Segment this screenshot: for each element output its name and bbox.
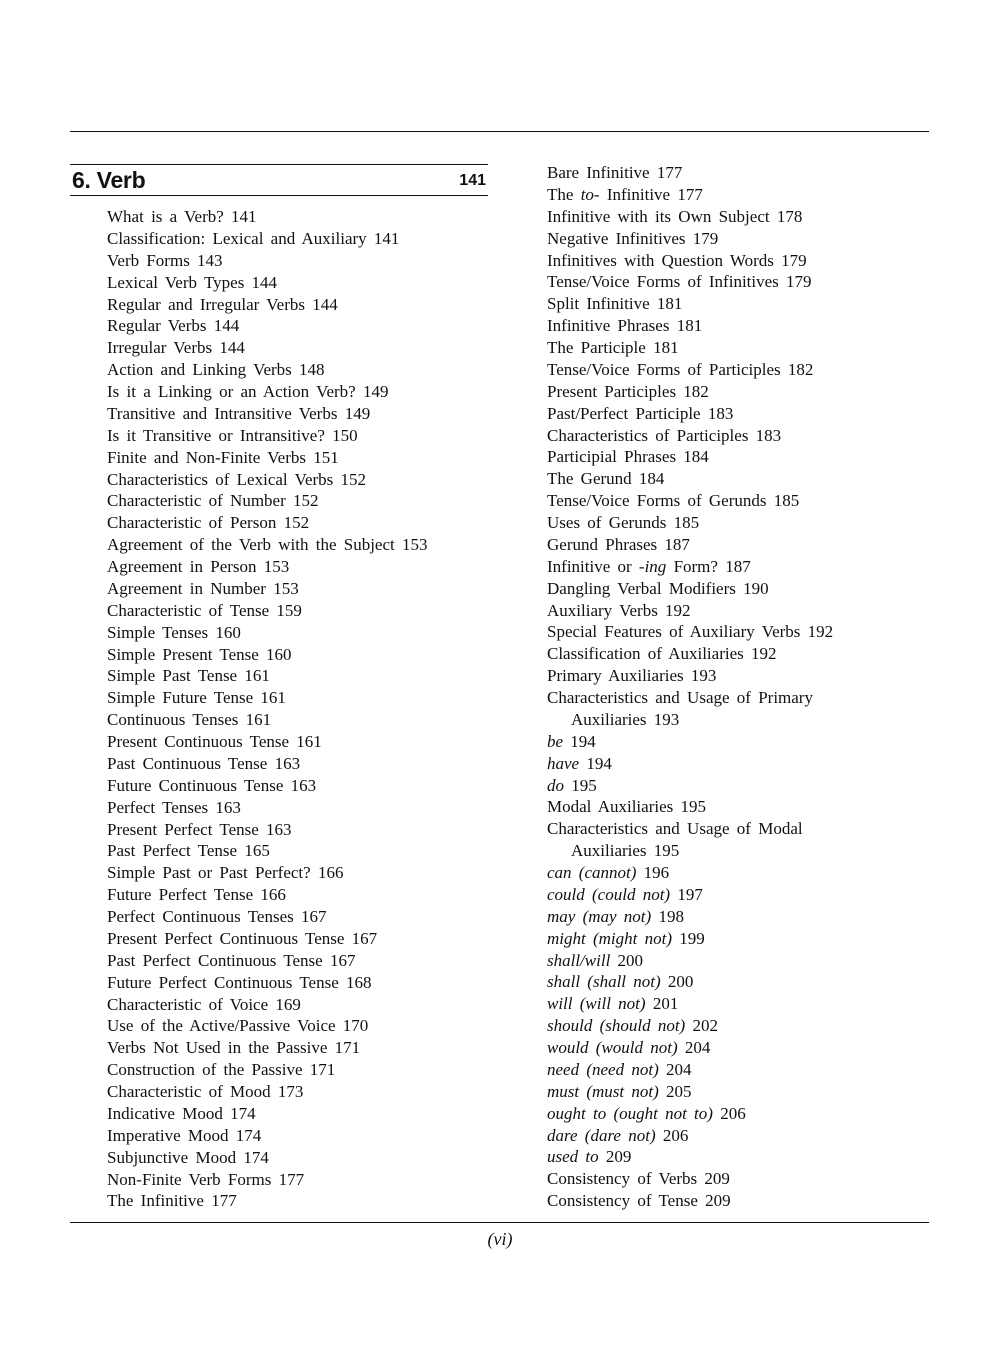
toc-entry <box>547 425 927 447</box>
toc-entry-text: Simple Past or Past Perfect? 166 <box>107 863 344 883</box>
toc-entry <box>107 1103 502 1125</box>
toc-entry-text: Infinitive Phrases 181 <box>547 316 703 336</box>
toc-entry-text: The Infinitive 177 <box>107 1191 237 1211</box>
toc-entry-text: Regular Verbs 144 <box>107 316 240 336</box>
toc-entry-text: Present Perfect Tense 163 <box>107 819 292 839</box>
toc-entry-text: Negative Infinitives 179 <box>547 228 719 248</box>
toc-entry-text: 196 <box>636 863 670 882</box>
toc-entry <box>547 337 927 359</box>
toc-entry-text: Agreement of the Verb with the Subject 153 <box>107 535 428 555</box>
toc-entry <box>107 272 502 294</box>
toc-entry-text: Classification: Lexical and Auxiliary 141 <box>107 228 400 248</box>
toc-entry-italic-text: need (need not) <box>547 1059 659 1079</box>
toc-entry <box>547 228 927 250</box>
toc-entry <box>547 1037 927 1059</box>
toc-entry <box>107 403 502 425</box>
toc-entry-text: Continuous Tenses 161 <box>107 710 272 730</box>
toc-entry-text: 206 <box>655 1125 689 1145</box>
toc-right-column <box>547 162 927 1212</box>
toc-entry <box>107 1059 502 1081</box>
toc-entry <box>547 578 927 600</box>
toc-entry-italic-text: do <box>547 775 564 795</box>
toc-entry-italic-text: can (cannot) <box>547 863 637 882</box>
toc-entry <box>107 359 502 381</box>
toc-entry <box>107 950 502 972</box>
toc-entry-text: Present Participles 182 <box>547 381 709 401</box>
toc-entry <box>547 643 927 665</box>
toc-entry-text: The <box>547 184 581 204</box>
toc-entry-italic-text: dare (dare not) <box>547 1125 656 1145</box>
toc-entry-text: 201 <box>645 994 679 1014</box>
toc-left-column <box>107 206 502 1212</box>
toc-entry <box>107 1147 502 1169</box>
toc-entry-text: Is it Transitive or Intransitive? 150 <box>107 425 358 445</box>
toc-entry-text: Subjunctive Mood 174 <box>107 1147 269 1167</box>
toc-entry-text: Gerund Phrases 187 <box>547 534 690 554</box>
toc-entry <box>547 993 927 1015</box>
toc-entry-text: Auxiliaries 193 <box>571 709 680 729</box>
toc-entry <box>107 1015 502 1037</box>
toc-entry-italic-text: might (might not) <box>547 928 672 948</box>
toc-entry <box>547 862 927 884</box>
toc-entry-text: 204 <box>677 1038 711 1057</box>
toc-entry-text: What is a Verb? 141 <box>107 207 257 226</box>
toc-entry <box>547 556 927 578</box>
toc-entry-text: Verbs Not Used in the Passive 171 <box>107 1038 361 1058</box>
toc-entry-italic-text: could (could not) <box>547 884 671 904</box>
toc-entry-text: Perfect Continuous Tenses 167 <box>107 907 327 926</box>
toc-entry <box>107 534 502 556</box>
toc-entry <box>107 797 502 819</box>
toc-entry <box>547 818 927 840</box>
toc-entry <box>547 1081 927 1103</box>
toc-entry-italic-text: shall/will <box>547 950 611 970</box>
toc-entry <box>107 687 502 709</box>
toc-entry-text: 194 <box>579 753 612 773</box>
toc-entry-italic-text: will (will not) <box>547 994 646 1014</box>
toc-entry <box>107 972 502 994</box>
toc-entry-text: Split Infinitive 181 <box>547 294 683 314</box>
toc-entry-text: Primary Auxiliaries 193 <box>547 666 717 686</box>
toc-entry-text: Agreement in Person 153 <box>107 557 290 576</box>
toc-entry <box>547 1103 927 1125</box>
toc-entry <box>107 556 502 578</box>
toc-entry-text: 199 <box>672 928 705 948</box>
toc-entry <box>547 1190 927 1212</box>
toc-entry-text: Characteristics of Participles 183 <box>547 425 782 445</box>
toc-entry <box>547 468 927 490</box>
toc-entry-text: Infinitive or <box>547 556 639 576</box>
toc-entry <box>107 206 502 228</box>
toc-entry-italic-text: ought to (ought not to) <box>547 1103 713 1123</box>
toc-entry <box>547 1168 927 1190</box>
toc-entry-text: Indicative Mood 174 <box>107 1103 256 1123</box>
toc-entry <box>107 644 502 666</box>
toc-entry <box>107 490 502 512</box>
toc-entry <box>547 971 927 993</box>
toc-entry-text: Characteristic of Tense 159 <box>107 600 302 620</box>
toc-entry-text: Characteristics and Usage of Modal <box>547 819 803 839</box>
toc-entry-text: 209 <box>598 1147 632 1167</box>
toc-entry <box>107 315 502 337</box>
toc-entry <box>547 403 927 425</box>
toc-entry-text: Future Continuous Tense 163 <box>107 775 317 795</box>
toc-entry-text: Uses of Gerunds 185 <box>547 513 700 532</box>
toc-entry-text: 202 <box>685 1016 718 1036</box>
toc-entry <box>547 621 927 643</box>
toc-entry-text: Simple Present Tense 160 <box>107 644 292 664</box>
toc-entry <box>107 425 502 447</box>
toc-entry <box>547 906 927 928</box>
toc-entry-text: Characteristic of Person 152 <box>107 513 310 533</box>
toc-entry <box>107 731 502 753</box>
toc-entry-text: Consistency of Verbs 209 <box>547 1169 730 1189</box>
toc-entry-text: Past Perfect Continuous Tense 167 <box>107 950 356 970</box>
toc-entry <box>547 1146 927 1168</box>
toc-entry <box>107 709 502 731</box>
toc-entry <box>107 578 502 600</box>
toc-entry <box>107 622 502 644</box>
toc-entry-text: 195 <box>564 775 597 795</box>
toc-entry <box>107 228 502 250</box>
toc-entry-text: Classification of Auxiliaries 192 <box>547 644 777 664</box>
toc-entry-text: Characteristic of Mood 173 <box>107 1082 304 1101</box>
toc-entry-text: Imperative Mood 174 <box>107 1125 262 1145</box>
toc-entry <box>547 840 927 862</box>
toc-entry-text: Special Features of Auxiliary Verbs 192 <box>547 622 834 642</box>
toc-entry-text: Regular and Irregular Verbs 144 <box>107 294 338 314</box>
toc-entry <box>107 1037 502 1059</box>
toc-entry-text: Simple Past Tense 161 <box>107 666 270 686</box>
toc-entry-text: Consistency of Tense 209 <box>547 1191 731 1211</box>
toc-entry-text: Agreement in Number 153 <box>107 578 299 598</box>
toc-entry-text: Characteristic of Voice 169 <box>107 994 301 1014</box>
toc-entry-italic-text: have <box>547 753 580 773</box>
toc-entry <box>107 381 502 403</box>
toc-entry-text: Is it a Linking or an Action Verb? 149 <box>107 382 389 401</box>
toc-entry-text: Present Continuous Tense 161 <box>107 732 322 751</box>
chapter-heading <box>70 164 488 196</box>
toc-entry-italic-text: shall (shall not) <box>547 972 661 992</box>
toc-entry-italic-text: be <box>547 731 564 751</box>
toc-entry-text: Infinitive with its Own Subject 178 <box>547 206 803 226</box>
toc-entry <box>547 1125 927 1147</box>
toc-entry <box>547 206 927 228</box>
toc-entry <box>547 796 927 818</box>
toc-entry-text: Lexical Verb Types 144 <box>107 272 278 292</box>
toc-entry <box>547 184 927 206</box>
toc-entry <box>107 447 502 469</box>
toc-entry-text: Verb Forms 143 <box>107 250 223 270</box>
toc-entry-text: Infinitive 177 <box>599 184 703 204</box>
toc-entry <box>107 250 502 272</box>
toc-entry-text: The Gerund 184 <box>547 469 665 489</box>
toc-entry <box>547 446 927 468</box>
toc-entry <box>547 293 927 315</box>
toc-entry-text: Bare Infinitive 177 <box>547 163 683 182</box>
toc-entry-italic-text: used to <box>547 1147 599 1167</box>
top-rule <box>70 131 929 132</box>
toc-entry-italic-text: to- <box>580 184 600 204</box>
toc-entry-text: Dangling Verbal Modifiers 190 <box>547 578 769 598</box>
toc-entry-text: Future Perfect Continuous Tense 168 <box>107 972 372 992</box>
toc-entry-text: Past/Perfect Participle 183 <box>547 403 734 423</box>
toc-entry-text: 194 <box>563 731 596 751</box>
toc-entry-text: Finite and Non-Finite Verbs 151 <box>107 447 339 467</box>
toc-entry <box>547 665 927 687</box>
toc-entry-text: 197 <box>670 884 703 904</box>
toc-entry-italic-text: would (would not) <box>547 1038 678 1057</box>
toc-entry <box>107 906 502 928</box>
toc-entry-text: 198 <box>651 906 684 926</box>
toc-entry-text: Perfect Tenses 163 <box>107 797 241 817</box>
toc-entry <box>107 753 502 775</box>
toc-entry <box>547 950 927 972</box>
toc-entry <box>107 1190 502 1212</box>
toc-entry-text: The Participle 181 <box>547 338 679 357</box>
bottom-rule <box>70 1222 929 1223</box>
toc-entry-italic-text: may (may not) <box>547 906 652 926</box>
toc-entry <box>107 994 502 1016</box>
toc-entry <box>547 775 927 797</box>
toc-entry-text: Irregular Verbs 144 <box>107 338 245 358</box>
toc-entry <box>547 928 927 950</box>
toc-entry-text: Past Perfect Tense 165 <box>107 841 270 861</box>
toc-entry <box>107 294 502 316</box>
chapter-page-number: 141 <box>459 172 486 189</box>
toc-entry <box>547 359 927 381</box>
toc-entry <box>547 250 927 272</box>
toc-entry <box>547 687 927 709</box>
toc-entry <box>107 1125 502 1147</box>
toc-entry-text: Construction of the Passive 171 <box>107 1060 336 1080</box>
toc-entry-italic-text: -ing <box>638 556 667 576</box>
toc-entry <box>107 884 502 906</box>
toc-entry-italic-text: must (must not) <box>547 1081 659 1101</box>
toc-entry <box>547 162 927 184</box>
toc-entry-text: 200 <box>660 972 694 992</box>
toc-entry <box>107 862 502 884</box>
toc-entry <box>547 600 927 622</box>
toc-entry <box>107 840 502 862</box>
toc-entry-text: Form? 187 <box>666 556 751 576</box>
toc-entry-text: Simple Tenses 160 <box>107 622 241 642</box>
toc-entry <box>107 600 502 622</box>
toc-entry <box>547 709 927 731</box>
toc-entry <box>547 1059 927 1081</box>
toc-entry-text: Use of the Active/Passive Voice 170 <box>107 1016 369 1036</box>
toc-entry-text: 204 <box>658 1059 692 1079</box>
toc-entry <box>547 490 927 512</box>
page-folio: (vi) <box>487 1229 513 1249</box>
toc-entry-text: Auxiliaries 195 <box>571 841 680 861</box>
toc-entry <box>107 928 502 950</box>
toc-entry <box>107 337 502 359</box>
toc-entry-text: Non-Finite Verb Forms 177 <box>107 1169 305 1189</box>
toc-entry-text: Auxiliary Verbs 192 <box>547 600 691 620</box>
toc-entry-text: Transitive and Intransitive Verbs 149 <box>107 403 371 423</box>
toc-entry <box>107 665 502 687</box>
toc-entry <box>107 819 502 841</box>
toc-entry-text: Tense/Voice Forms of Infinitives 179 <box>547 272 812 292</box>
toc-entry-text: Action and Linking Verbs 148 <box>107 360 325 380</box>
toc-entry-text: Characteristic of Number 152 <box>107 491 319 511</box>
toc-entry-text: Simple Future Tense 161 <box>107 688 286 708</box>
toc-entry-text: Future Perfect Tense 166 <box>107 885 286 905</box>
toc-entry-text: Tense/Voice Forms of Gerunds 185 <box>547 491 800 511</box>
toc-entry-text: Past Continuous Tense 163 <box>107 753 301 773</box>
toc-entry <box>547 381 927 403</box>
toc-entry <box>107 775 502 797</box>
toc-entry <box>107 512 502 534</box>
toc-entry <box>547 1015 927 1037</box>
toc-entry-text: 200 <box>610 950 644 970</box>
toc-entry <box>547 512 927 534</box>
toc-entry <box>547 884 927 906</box>
toc-entry-text: 205 <box>658 1081 692 1101</box>
toc-entry-italic-text: should (should not) <box>547 1016 686 1036</box>
toc-entry-text: Participial Phrases 184 <box>547 447 709 467</box>
toc-entry-text: Present Perfect Continuous Tense 167 <box>107 928 378 948</box>
toc-entry <box>107 469 502 491</box>
toc-entry-text: Characteristics of Lexical Verbs 152 <box>107 469 367 489</box>
toc-entry <box>547 315 927 337</box>
toc-entry-text: Infinitives with Question Words 179 <box>547 250 807 270</box>
toc-entry-text: Characteristics and Usage of Primary <box>547 688 813 707</box>
toc-entry <box>107 1169 502 1191</box>
toc-entry <box>547 271 927 293</box>
toc-entry <box>107 1081 502 1103</box>
toc-entry-text: 206 <box>712 1103 746 1123</box>
toc-entry <box>547 753 927 775</box>
chapter-title: 6. Verb <box>72 167 146 193</box>
toc-entry-text: Modal Auxiliaries 195 <box>547 797 706 817</box>
toc-entry <box>547 731 927 753</box>
toc-entry <box>547 534 927 556</box>
toc-entry-text: Tense/Voice Forms of Participles 182 <box>547 359 814 379</box>
